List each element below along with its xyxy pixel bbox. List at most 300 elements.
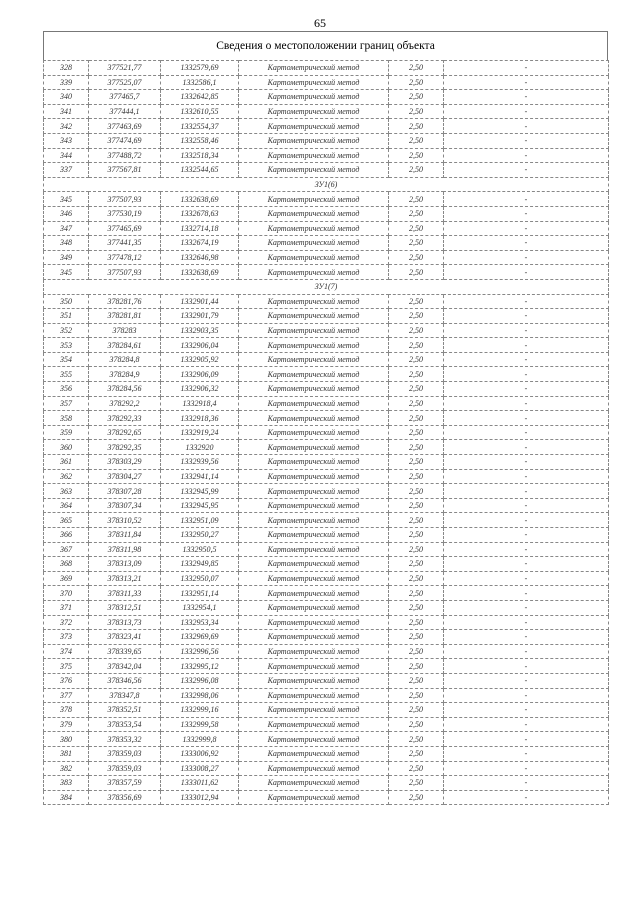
y-coordinate-cell: 1332999,16	[161, 703, 239, 718]
table-row	[44, 75, 609, 90]
description-cell: -	[444, 192, 609, 207]
table-row	[44, 688, 609, 703]
x-coordinate-cell: 378311,33	[89, 586, 161, 601]
table-row	[44, 396, 609, 411]
point-number-cell: 365	[44, 513, 89, 528]
table-row	[44, 498, 609, 513]
y-coordinate-cell: 1332901,44	[161, 294, 239, 309]
accuracy-cell: 2,50	[389, 119, 444, 134]
accuracy-cell: 2,50	[389, 688, 444, 703]
y-coordinate-cell: 1332953,34	[161, 615, 239, 630]
accuracy-cell: 2,50	[389, 630, 444, 645]
description-cell: -	[444, 61, 609, 76]
x-coordinate-cell: 377567,81	[89, 163, 161, 178]
description-cell: -	[444, 615, 609, 630]
accuracy-cell: 2,50	[389, 542, 444, 557]
point-number-cell: 345	[44, 192, 89, 207]
table-row	[44, 673, 609, 688]
x-coordinate-cell: 378283	[89, 323, 161, 338]
accuracy-cell: 2,50	[389, 615, 444, 630]
description-cell: -	[444, 236, 609, 251]
accuracy-cell: 2,50	[389, 673, 444, 688]
method-cell: Картометрический метод	[239, 294, 389, 309]
table-row	[44, 338, 609, 353]
accuracy-cell: 2,50	[389, 352, 444, 367]
y-coordinate-cell: 1332558,46	[161, 133, 239, 148]
accuracy-cell: 2,50	[389, 250, 444, 265]
point-number-cell: 354	[44, 352, 89, 367]
description-cell: -	[444, 104, 609, 119]
coordinates-table-body	[44, 61, 609, 805]
point-number-cell: 364	[44, 498, 89, 513]
accuracy-cell: 2,50	[389, 776, 444, 791]
method-cell: Картометрический метод	[239, 90, 389, 105]
point-number-cell: 328	[44, 61, 89, 76]
table-row	[44, 703, 609, 718]
description-cell: -	[444, 250, 609, 265]
table-row	[44, 352, 609, 367]
method-cell: Картометрический метод	[239, 133, 389, 148]
table-row	[44, 513, 609, 528]
y-coordinate-cell: 1332996,08	[161, 673, 239, 688]
description-cell: -	[444, 163, 609, 178]
description-cell: -	[444, 148, 609, 163]
table-row	[44, 411, 609, 426]
description-cell: -	[444, 600, 609, 615]
method-cell: Картометрический метод	[239, 703, 389, 718]
x-coordinate-cell: 378281,81	[89, 309, 161, 324]
accuracy-cell: 2,50	[389, 571, 444, 586]
method-cell: Картометрический метод	[239, 717, 389, 732]
y-coordinate-cell: 1332918,36	[161, 411, 239, 426]
point-number-cell: 369	[44, 571, 89, 586]
y-coordinate-cell: 1332901,79	[161, 309, 239, 324]
description-cell: -	[444, 90, 609, 105]
point-number-cell: 375	[44, 659, 89, 674]
x-coordinate-cell: 378292,33	[89, 411, 161, 426]
x-coordinate-cell: 378353,54	[89, 717, 161, 732]
table-row	[44, 250, 609, 265]
y-coordinate-cell: 1332674,19	[161, 236, 239, 251]
point-number-cell: 363	[44, 484, 89, 499]
y-coordinate-cell: 1332906,04	[161, 338, 239, 353]
point-number-cell: 366	[44, 528, 89, 543]
method-cell: Картометрический метод	[239, 338, 389, 353]
point-number-cell: 379	[44, 717, 89, 732]
description-cell: -	[444, 455, 609, 470]
x-coordinate-cell: 377507,93	[89, 265, 161, 280]
point-number-cell: 349	[44, 250, 89, 265]
method-cell: Картометрический метод	[239, 688, 389, 703]
table-row	[44, 557, 609, 572]
boundary-table-sheet	[43, 31, 608, 805]
table-row	[44, 265, 609, 280]
x-coordinate-cell: 378313,09	[89, 557, 161, 572]
accuracy-cell: 2,50	[389, 484, 444, 499]
accuracy-cell: 2,50	[389, 746, 444, 761]
method-cell: Картометрический метод	[239, 761, 389, 776]
method-cell: Картометрический метод	[239, 265, 389, 280]
method-cell: Картометрический метод	[239, 586, 389, 601]
method-cell: Картометрический метод	[239, 776, 389, 791]
accuracy-cell: 2,50	[389, 206, 444, 221]
description-cell: -	[444, 528, 609, 543]
x-coordinate-cell: 378339,65	[89, 644, 161, 659]
y-coordinate-cell: 1332999,58	[161, 717, 239, 732]
description-cell: -	[444, 425, 609, 440]
point-number-cell: 345	[44, 265, 89, 280]
y-coordinate-cell: 1332945,99	[161, 484, 239, 499]
description-cell: -	[444, 761, 609, 776]
y-coordinate-cell: 1333008,27	[161, 761, 239, 776]
point-number-cell: 371	[44, 600, 89, 615]
x-coordinate-cell: 378284,8	[89, 352, 161, 367]
x-coordinate-cell: 378346,56	[89, 673, 161, 688]
accuracy-cell: 2,50	[389, 221, 444, 236]
table-row	[44, 367, 609, 382]
point-number-cell: 374	[44, 644, 89, 659]
table-row	[44, 776, 609, 791]
description-cell: -	[444, 338, 609, 353]
point-number-cell: 361	[44, 455, 89, 470]
table-row	[44, 586, 609, 601]
method-cell: Картометрический метод	[239, 630, 389, 645]
accuracy-cell: 2,50	[389, 104, 444, 119]
y-coordinate-cell: 1332995,12	[161, 659, 239, 674]
description-cell: -	[444, 673, 609, 688]
method-cell: Картометрический метод	[239, 396, 389, 411]
accuracy-cell: 2,50	[389, 498, 444, 513]
description-cell: -	[444, 323, 609, 338]
point-number-cell: 376	[44, 673, 89, 688]
point-number-cell: 383	[44, 776, 89, 791]
method-cell: Картометрический метод	[239, 571, 389, 586]
description-cell: -	[444, 484, 609, 499]
y-coordinate-cell: 1332954,1	[161, 600, 239, 615]
y-coordinate-cell: 1332998,06	[161, 688, 239, 703]
table-row	[44, 455, 609, 470]
description-cell: -	[444, 119, 609, 134]
accuracy-cell: 2,50	[389, 717, 444, 732]
x-coordinate-cell: 377465,7	[89, 90, 161, 105]
accuracy-cell: 2,50	[389, 411, 444, 426]
section-row	[44, 177, 609, 192]
y-coordinate-cell: 1332544,65	[161, 163, 239, 178]
x-coordinate-cell: 377441,35	[89, 236, 161, 251]
accuracy-cell: 2,50	[389, 148, 444, 163]
method-cell: Картометрический метод	[239, 323, 389, 338]
method-cell: Картометрический метод	[239, 236, 389, 251]
point-number-cell: 368	[44, 557, 89, 572]
method-cell: Картометрический метод	[239, 148, 389, 163]
x-coordinate-cell: 377530,19	[89, 206, 161, 221]
y-coordinate-cell: 1332950,07	[161, 571, 239, 586]
method-cell: Картометрический метод	[239, 600, 389, 615]
x-coordinate-cell: 378292,65	[89, 425, 161, 440]
point-number-cell: 359	[44, 425, 89, 440]
x-coordinate-cell: 378347,8	[89, 688, 161, 703]
table-row	[44, 148, 609, 163]
table-row	[44, 133, 609, 148]
accuracy-cell: 2,50	[389, 557, 444, 572]
accuracy-cell: 2,50	[389, 309, 444, 324]
point-number-cell: 343	[44, 133, 89, 148]
x-coordinate-cell: 378313,73	[89, 615, 161, 630]
point-number-cell: 367	[44, 542, 89, 557]
x-coordinate-cell: 378353,32	[89, 732, 161, 747]
description-cell: -	[444, 498, 609, 513]
table-row	[44, 61, 609, 76]
description-cell: -	[444, 309, 609, 324]
point-number-cell: 340	[44, 90, 89, 105]
x-coordinate-cell: 378311,98	[89, 542, 161, 557]
y-coordinate-cell: 1332518,34	[161, 148, 239, 163]
accuracy-cell: 2,50	[389, 323, 444, 338]
method-cell: Картометрический метод	[239, 352, 389, 367]
point-number-cell: 381	[44, 746, 89, 761]
y-coordinate-cell: 1332678,63	[161, 206, 239, 221]
y-coordinate-cell: 1332920	[161, 440, 239, 455]
accuracy-cell: 2,50	[389, 382, 444, 397]
point-number-cell: 370	[44, 586, 89, 601]
x-coordinate-cell: 378307,28	[89, 484, 161, 499]
description-cell: -	[444, 586, 609, 601]
accuracy-cell: 2,50	[389, 455, 444, 470]
x-coordinate-cell: 378311,84	[89, 528, 161, 543]
method-cell: Картометрический метод	[239, 732, 389, 747]
y-coordinate-cell: 1333011,62	[161, 776, 239, 791]
description-cell: -	[444, 703, 609, 718]
table-row	[44, 382, 609, 397]
accuracy-cell: 2,50	[389, 513, 444, 528]
method-cell: Картометрический метод	[239, 382, 389, 397]
y-coordinate-cell: 1332714,18	[161, 221, 239, 236]
table-row	[44, 206, 609, 221]
method-cell: Картометрический метод	[239, 367, 389, 382]
x-coordinate-cell: 378284,9	[89, 367, 161, 382]
x-coordinate-cell: 377521,77	[89, 61, 161, 76]
method-cell: Картометрический метод	[239, 557, 389, 572]
accuracy-cell: 2,50	[389, 425, 444, 440]
method-cell: Картометрический метод	[239, 104, 389, 119]
table-row	[44, 221, 609, 236]
table-row	[44, 440, 609, 455]
x-coordinate-cell: 378323,41	[89, 630, 161, 645]
method-cell: Картометрический метод	[239, 513, 389, 528]
table-title: Сведения о местоположении границ объекта	[43, 31, 608, 60]
description-cell: -	[444, 75, 609, 90]
method-cell: Картометрический метод	[239, 425, 389, 440]
table-row	[44, 163, 609, 178]
point-number-cell: 344	[44, 148, 89, 163]
x-coordinate-cell: 378359,03	[89, 746, 161, 761]
y-coordinate-cell: 1332554,37	[161, 119, 239, 134]
x-coordinate-cell: 378312,51	[89, 600, 161, 615]
table-row	[44, 659, 609, 674]
y-coordinate-cell: 1332586,1	[161, 75, 239, 90]
x-coordinate-cell: 378284,56	[89, 382, 161, 397]
description-cell: -	[444, 265, 609, 280]
point-number-cell: 348	[44, 236, 89, 251]
table-row	[44, 469, 609, 484]
section-label: ЗУ1(6)	[44, 177, 609, 192]
accuracy-cell: 2,50	[389, 440, 444, 455]
y-coordinate-cell: 1332996,56	[161, 644, 239, 659]
x-coordinate-cell: 378357,59	[89, 776, 161, 791]
x-coordinate-cell: 377474,69	[89, 133, 161, 148]
point-number-cell: 342	[44, 119, 89, 134]
y-coordinate-cell: 1332905,92	[161, 352, 239, 367]
section-label: ЗУ1(7)	[44, 279, 609, 294]
accuracy-cell: 2,50	[389, 659, 444, 674]
method-cell: Картометрический метод	[239, 163, 389, 178]
point-number-cell: 353	[44, 338, 89, 353]
point-number-cell: 339	[44, 75, 89, 90]
accuracy-cell: 2,50	[389, 469, 444, 484]
accuracy-cell: 2,50	[389, 90, 444, 105]
accuracy-cell: 2,50	[389, 644, 444, 659]
x-coordinate-cell: 377444,1	[89, 104, 161, 119]
point-number-cell: 360	[44, 440, 89, 455]
y-coordinate-cell: 1332906,09	[161, 367, 239, 382]
method-cell: Картометрический метод	[239, 411, 389, 426]
y-coordinate-cell: 1332949,85	[161, 557, 239, 572]
method-cell: Картометрический метод	[239, 673, 389, 688]
table-row	[44, 104, 609, 119]
table-row	[44, 630, 609, 645]
x-coordinate-cell: 378359,03	[89, 761, 161, 776]
description-cell: -	[444, 294, 609, 309]
y-coordinate-cell: 1332906,32	[161, 382, 239, 397]
x-coordinate-cell: 377465,69	[89, 221, 161, 236]
point-number-cell: 372	[44, 615, 89, 630]
table-row	[44, 484, 609, 499]
method-cell: Картометрический метод	[239, 440, 389, 455]
description-cell: -	[444, 732, 609, 747]
description-cell: -	[444, 382, 609, 397]
description-cell: -	[444, 542, 609, 557]
accuracy-cell: 2,50	[389, 133, 444, 148]
y-coordinate-cell: 1332642,85	[161, 90, 239, 105]
point-number-cell: 382	[44, 761, 89, 776]
point-number-cell: 337	[44, 163, 89, 178]
x-coordinate-cell: 377488,72	[89, 148, 161, 163]
accuracy-cell: 2,50	[389, 294, 444, 309]
table-row	[44, 615, 609, 630]
y-coordinate-cell: 1333006,92	[161, 746, 239, 761]
table-row	[44, 119, 609, 134]
method-cell: Картометрический метод	[239, 192, 389, 207]
point-number-cell: 355	[44, 367, 89, 382]
accuracy-cell: 2,50	[389, 265, 444, 280]
table-row	[44, 90, 609, 105]
section-row	[44, 279, 609, 294]
x-coordinate-cell: 378284,61	[89, 338, 161, 353]
description-cell: -	[444, 206, 609, 221]
point-number-cell: 357	[44, 396, 89, 411]
x-coordinate-cell: 377525,07	[89, 75, 161, 90]
x-coordinate-cell: 378292,2	[89, 396, 161, 411]
point-number-cell: 378	[44, 703, 89, 718]
method-cell: Картометрический метод	[239, 746, 389, 761]
accuracy-cell: 2,50	[389, 396, 444, 411]
method-cell: Картометрический метод	[239, 250, 389, 265]
table-row	[44, 542, 609, 557]
description-cell: -	[444, 221, 609, 236]
table-row	[44, 746, 609, 761]
method-cell: Картометрический метод	[239, 528, 389, 543]
table-row	[44, 600, 609, 615]
point-number-cell: 351	[44, 309, 89, 324]
accuracy-cell: 2,50	[389, 703, 444, 718]
table-row	[44, 323, 609, 338]
description-cell: -	[444, 790, 609, 805]
x-coordinate-cell: 378310,52	[89, 513, 161, 528]
table-row	[44, 192, 609, 207]
x-coordinate-cell: 378303,29	[89, 455, 161, 470]
accuracy-cell: 2,50	[389, 75, 444, 90]
point-number-cell: 341	[44, 104, 89, 119]
accuracy-cell: 2,50	[389, 367, 444, 382]
method-cell: Картометрический метод	[239, 484, 389, 499]
table-row	[44, 717, 609, 732]
y-coordinate-cell: 1332941,14	[161, 469, 239, 484]
method-cell: Картометрический метод	[239, 469, 389, 484]
method-cell: Картометрический метод	[239, 644, 389, 659]
table-row	[44, 425, 609, 440]
accuracy-cell: 2,50	[389, 732, 444, 747]
y-coordinate-cell: 1332969,69	[161, 630, 239, 645]
description-cell: -	[444, 367, 609, 382]
method-cell: Картометрический метод	[239, 221, 389, 236]
x-coordinate-cell: 378292,35	[89, 440, 161, 455]
method-cell: Картометрический метод	[239, 309, 389, 324]
description-cell: -	[444, 133, 609, 148]
accuracy-cell: 2,50	[389, 600, 444, 615]
y-coordinate-cell: 1332950,27	[161, 528, 239, 543]
y-coordinate-cell: 1332638,69	[161, 265, 239, 280]
y-coordinate-cell: 1332918,4	[161, 396, 239, 411]
point-number-cell: 377	[44, 688, 89, 703]
table-row	[44, 294, 609, 309]
accuracy-cell: 2,50	[389, 163, 444, 178]
description-cell: -	[444, 352, 609, 367]
method-cell: Картометрический метод	[239, 455, 389, 470]
x-coordinate-cell: 377507,93	[89, 192, 161, 207]
table-row	[44, 790, 609, 805]
y-coordinate-cell: 1332939,56	[161, 455, 239, 470]
table-row	[44, 571, 609, 586]
point-number-cell: 358	[44, 411, 89, 426]
description-cell: -	[444, 746, 609, 761]
description-cell: -	[444, 396, 609, 411]
table-row	[44, 761, 609, 776]
method-cell: Картометрический метод	[239, 790, 389, 805]
method-cell: Картометрический метод	[239, 615, 389, 630]
description-cell: -	[444, 571, 609, 586]
y-coordinate-cell: 1332610,55	[161, 104, 239, 119]
x-coordinate-cell: 378352,51	[89, 703, 161, 718]
x-coordinate-cell: 377478,12	[89, 250, 161, 265]
description-cell: -	[444, 513, 609, 528]
description-cell: -	[444, 644, 609, 659]
page-number: 65	[314, 16, 326, 30]
point-number-cell: 347	[44, 221, 89, 236]
method-cell: Картометрический метод	[239, 75, 389, 90]
coordinates-table	[43, 60, 609, 805]
accuracy-cell: 2,50	[389, 790, 444, 805]
x-coordinate-cell: 378342,04	[89, 659, 161, 674]
